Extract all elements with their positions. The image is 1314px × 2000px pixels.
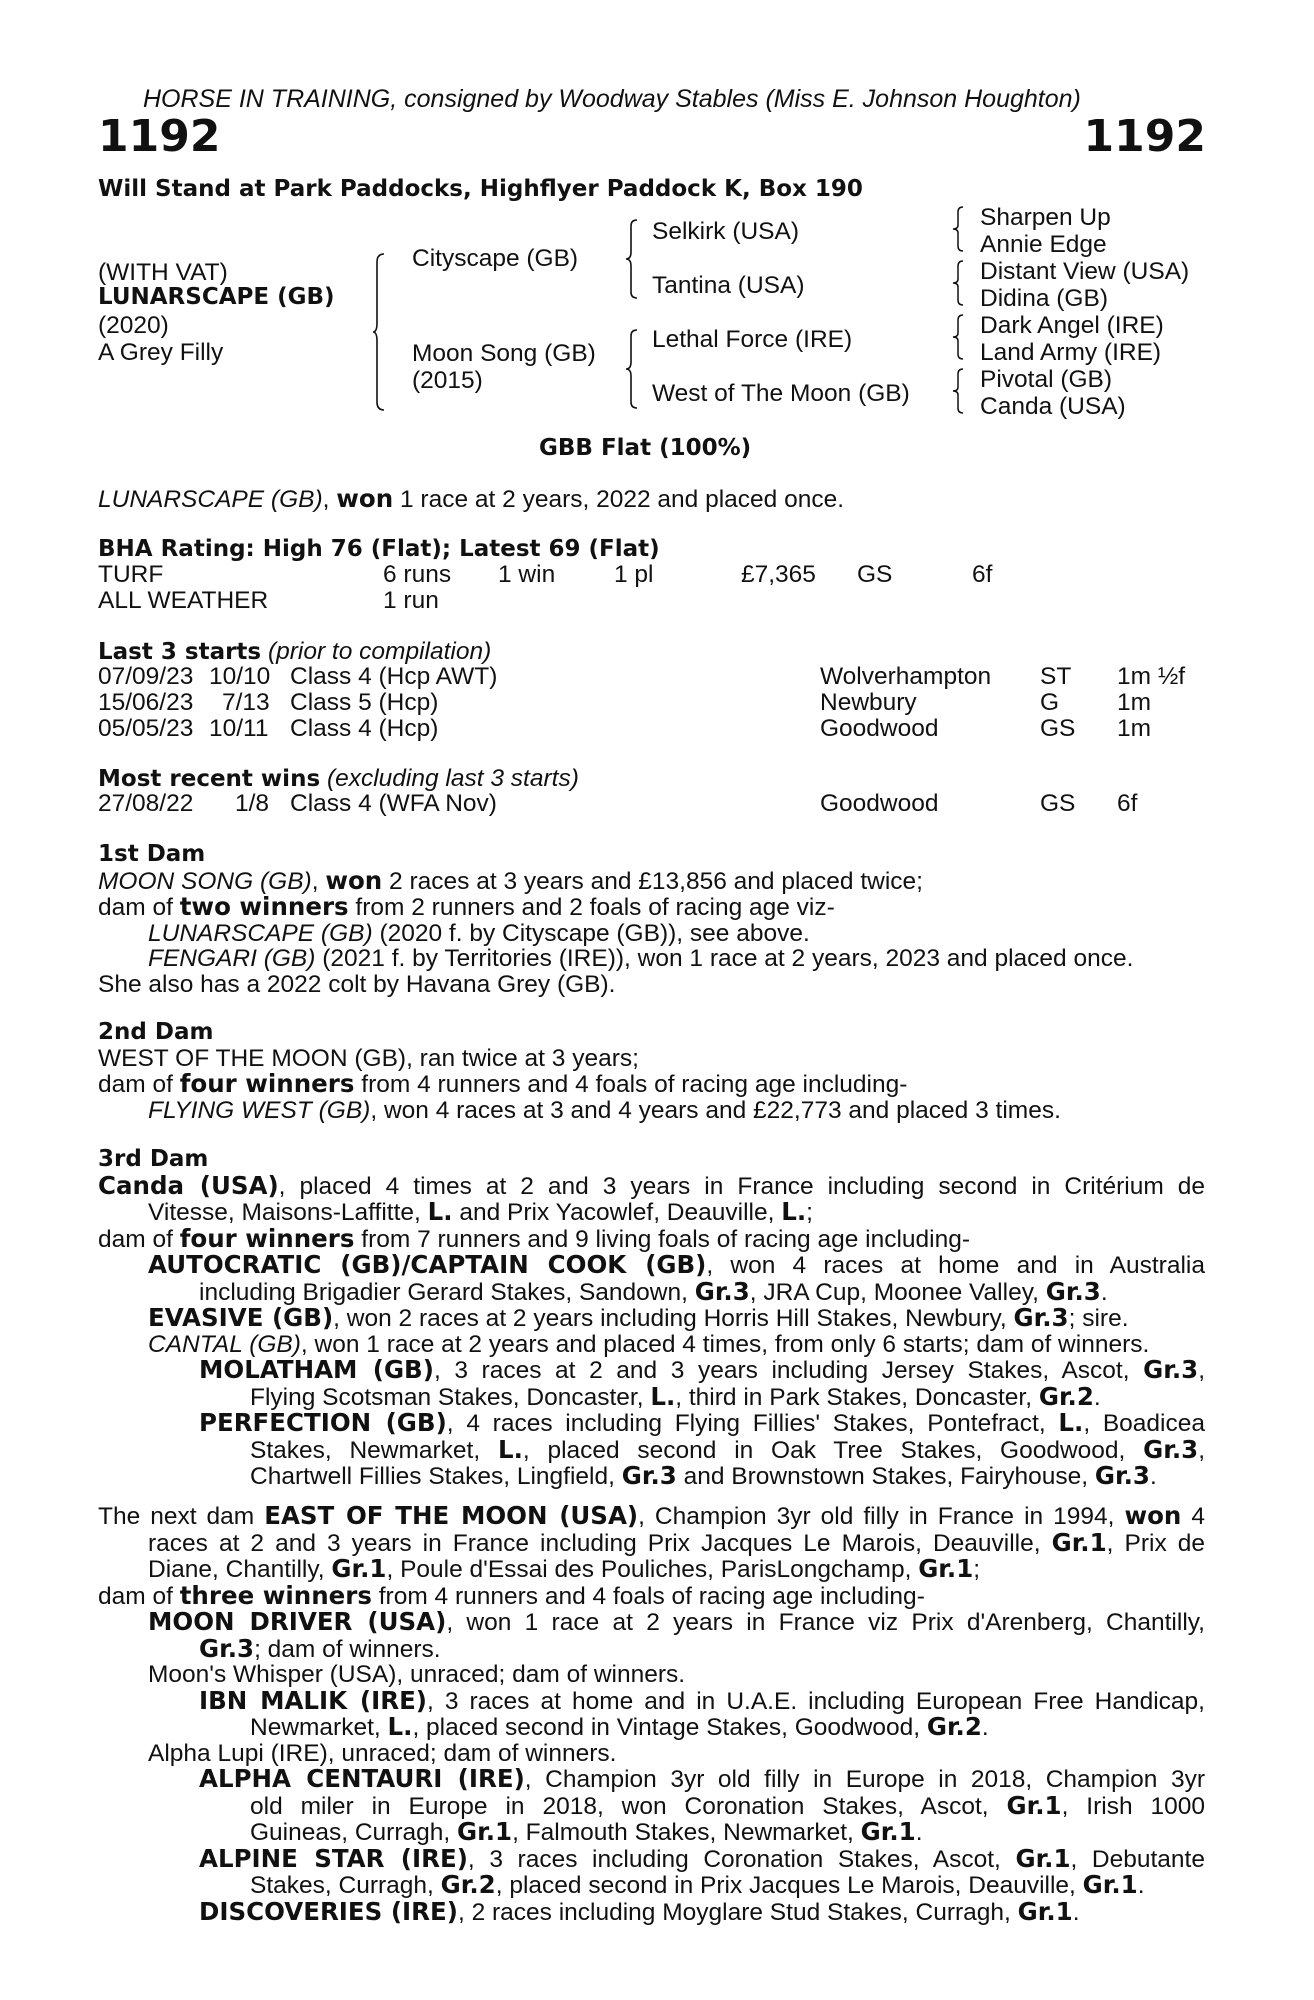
lot-number-right: 1192 bbox=[1083, 111, 1206, 162]
text: ; dam of winners. bbox=[254, 1635, 441, 1663]
text: and Brownstown Stakes, Fairyhouse, bbox=[676, 1463, 1095, 1490]
text: Vitesse, Maisons-Laffitte, bbox=[148, 1199, 428, 1226]
grade: Gr.3 bbox=[1013, 1303, 1069, 1332]
rating-placed: 1 pl bbox=[614, 561, 654, 588]
grade: Gr.1 bbox=[1006, 1790, 1062, 1820]
produce-name: AUTOCRATIC (GB)/CAPTAIN COOK (GB) bbox=[148, 1250, 707, 1279]
text: , Champion 3yr old filly in France in 1994, bbox=[638, 1503, 1125, 1530]
race-course: Newbury bbox=[820, 689, 917, 716]
text: , Champion 3yr old filly in Europe in 2018, Champion 3yr bbox=[524, 1766, 1205, 1793]
grade: L. bbox=[781, 1197, 807, 1226]
pedigree-sire: Cityscape (GB) bbox=[412, 245, 579, 272]
rating-earnings: £7,365 bbox=[741, 561, 816, 588]
grade: Gr.2 bbox=[926, 1712, 982, 1741]
grade: Gr.3 bbox=[1143, 1434, 1199, 1464]
grade: Gr.2 bbox=[440, 1870, 496, 1899]
grade: Gr.1 bbox=[457, 1817, 513, 1846]
race-date: 05/05/23 bbox=[98, 715, 194, 742]
foaling-year: (2020) bbox=[98, 312, 169, 339]
text: Chartwell Fillies Stakes, Lingfield, bbox=[250, 1463, 622, 1490]
pedigree-g3: Distant View (USA) bbox=[980, 258, 1190, 285]
text: dam of bbox=[98, 1071, 180, 1098]
horse-name: LUNARSCAPE (GB) bbox=[98, 284, 335, 310]
second-dam-line bbox=[98, 1071, 1205, 1098]
produce-line bbox=[199, 1766, 1205, 1793]
pedigree-dam-sire: Lethal Force (IRE) bbox=[652, 326, 853, 353]
text: . bbox=[1100, 1278, 1108, 1306]
rating-runs: 1 run bbox=[383, 587, 439, 614]
text: , Falmouth Stakes, Newmarket, bbox=[512, 1819, 861, 1846]
text: , Poule d'Essai des Pouliches, ParisLongchamp, bbox=[386, 1556, 919, 1583]
text: . bbox=[1093, 1383, 1101, 1411]
text: 4 bbox=[1181, 1503, 1206, 1530]
pedigree-sire-dam: Tantina (USA) bbox=[652, 272, 805, 299]
first-dam-section bbox=[98, 842, 1205, 997]
pedigree-g3: Land Army (IRE) bbox=[980, 339, 1162, 366]
grade: Gr.3 bbox=[621, 1461, 677, 1490]
text: , 3 races including Coronation Stakes, Ascot, bbox=[467, 1845, 1016, 1873]
next-dam-line bbox=[148, 1527, 1205, 1557]
winners-count: two winners bbox=[179, 892, 349, 921]
produce-name: IBN MALIK (IRE) bbox=[199, 1685, 427, 1715]
pedigree-g3: Dark Angel (IRE) bbox=[980, 312, 1164, 339]
grade: Gr.3 bbox=[1094, 1461, 1150, 1490]
vat-note: (WITH VAT) bbox=[98, 259, 228, 286]
produce-line bbox=[98, 1305, 1205, 1332]
race-distance: 1m ½f bbox=[1117, 663, 1186, 690]
text: , placed second in Vintage Stakes, Goodwood, bbox=[412, 1714, 927, 1741]
produce-name: MOLATHAM (GB) bbox=[199, 1355, 434, 1384]
race-date: 15/06/23 bbox=[98, 689, 194, 716]
text: , Irish 1000 bbox=[1061, 1792, 1205, 1820]
pedigree-g3: Pivotal (GB) bbox=[980, 366, 1113, 393]
race-class: Class 4 (WFA Nov) bbox=[290, 790, 497, 817]
text: , third in Park Stakes, Doncaster, bbox=[675, 1383, 1039, 1411]
race-course: Goodwood bbox=[820, 790, 939, 817]
produce-name: FLYING WEST (GB) bbox=[148, 1096, 371, 1124]
text: (2020 f. by Cityscape (GB)), see above. bbox=[372, 919, 810, 947]
grade: Gr.2 bbox=[1038, 1381, 1094, 1411]
produce-line bbox=[98, 1276, 1205, 1306]
pedigree-dam-dam: West of The Moon (GB) bbox=[652, 380, 910, 407]
horse-description: A Grey Filly bbox=[98, 339, 224, 366]
recent-note: (excluding last 3 starts) bbox=[326, 765, 579, 792]
text: , bbox=[1198, 1436, 1205, 1464]
grade: Gr.3 bbox=[1045, 1276, 1101, 1306]
produce-line bbox=[98, 1332, 1205, 1358]
recent-title: Most recent wins bbox=[98, 766, 321, 792]
grade: Gr.1 bbox=[1017, 1896, 1073, 1926]
won-label: won bbox=[325, 865, 383, 895]
race-distance: 1m bbox=[1117, 715, 1152, 742]
third-dam-section bbox=[98, 1147, 1205, 1490]
next-dam-line bbox=[98, 1503, 1205, 1530]
race-course: Wolverhampton bbox=[820, 663, 992, 690]
text: . bbox=[981, 1714, 989, 1741]
text: , won 4 races at 3 and 4 years and £22,773 and placed 3 times. bbox=[370, 1096, 1061, 1124]
text: . bbox=[915, 1819, 923, 1846]
text: from 4 runners and 4 foals of racing age including- bbox=[354, 1071, 908, 1098]
grade: L. bbox=[387, 1712, 413, 1741]
produce-name: MOON DRIVER (USA) bbox=[148, 1607, 447, 1636]
rating-going: GS bbox=[857, 561, 893, 588]
winners-count: four winners bbox=[179, 1069, 355, 1098]
text: ; sire. bbox=[1068, 1305, 1129, 1332]
race-going: G bbox=[1040, 689, 1060, 716]
next-dam-section bbox=[98, 1503, 1205, 1925]
produce-name: CANTAL (GB) bbox=[148, 1330, 301, 1358]
rating-distance: 6f bbox=[972, 561, 993, 588]
race-date: 07/09/23 bbox=[98, 663, 194, 690]
recent-wins-heading bbox=[98, 766, 579, 793]
race-class: Class 4 (Hcp AWT) bbox=[290, 663, 498, 690]
text: , won 4 races at home and in Australia bbox=[706, 1252, 1205, 1279]
text: Guineas, Curragh, bbox=[250, 1819, 457, 1846]
race-class: Class 4 (Hcp) bbox=[290, 715, 439, 742]
race-position: 10/11 bbox=[209, 715, 269, 742]
brace-g3-2 bbox=[952, 260, 966, 306]
pedigree-sire-sire: Selkirk (USA) bbox=[652, 218, 800, 245]
text: , won 1 race at 2 years in France viz Prix d'Arenberg, Chantilly, bbox=[446, 1609, 1205, 1636]
text: including Brigadier Gerard Stakes, Sandown, bbox=[199, 1278, 695, 1306]
pedigree-g3: Didina (GB) bbox=[980, 285, 1108, 312]
produce-name: DISCOVERIES (IRE) bbox=[199, 1896, 458, 1926]
last3-heading bbox=[98, 639, 491, 666]
third-dam-line bbox=[98, 1170, 1206, 1200]
lot-number-left: 1192 bbox=[98, 111, 221, 162]
text: The next dam bbox=[98, 1503, 265, 1530]
produce-line bbox=[199, 1685, 1205, 1715]
text: Stakes, Newmarket, bbox=[250, 1436, 498, 1464]
produce-name: EVASIVE (GB) bbox=[148, 1303, 334, 1332]
produce-line bbox=[98, 1463, 1205, 1490]
race-course: Goodwood bbox=[820, 715, 939, 742]
grade: L. bbox=[497, 1434, 523, 1464]
race-distance: 6f bbox=[1117, 790, 1138, 817]
produce-line bbox=[250, 1434, 1205, 1464]
produce-name: ALPHA CENTAURI (IRE) bbox=[199, 1764, 525, 1793]
race-summary: LUNARSCAPE (GB), won 1 race at 2 years, 2022 and placed once. bbox=[98, 484, 845, 513]
text: Stakes, Curragh, bbox=[250, 1872, 441, 1899]
produce-line bbox=[148, 1609, 1205, 1636]
race-position: 1/8 bbox=[235, 790, 270, 817]
text: . bbox=[1137, 1872, 1145, 1899]
first-dam-heading: 1st Dam bbox=[98, 841, 206, 867]
text: , Debutante bbox=[1070, 1845, 1205, 1873]
race-date: 27/08/22 bbox=[98, 790, 194, 817]
next-dam-line bbox=[98, 1580, 1205, 1610]
race-distance: 1m bbox=[1117, 689, 1152, 716]
text: , placed second in Prix Jacques Le Marois, Deauville, bbox=[495, 1872, 1083, 1899]
third-dam-heading: 3rd Dam bbox=[98, 1146, 209, 1172]
brace-sire bbox=[625, 219, 639, 299]
produce-line bbox=[98, 1381, 1205, 1411]
grade: Gr.1 bbox=[331, 1554, 387, 1583]
text: ; bbox=[806, 1199, 813, 1226]
grade: L. bbox=[1058, 1408, 1084, 1437]
produce-line bbox=[98, 946, 1205, 972]
first-dam-line bbox=[98, 865, 1205, 895]
produce-line bbox=[199, 1410, 1205, 1437]
third-dam-line bbox=[98, 1199, 1205, 1226]
race-position: 7/13 bbox=[222, 689, 270, 716]
text: 2 races at 3 years and £13,856 and placed twice; bbox=[382, 867, 923, 895]
first-dam-line: She also has a 2022 colt by Havana Grey (GB). bbox=[98, 970, 616, 998]
text: dam of bbox=[98, 1582, 180, 1610]
race-class: Class 5 (Hcp) bbox=[290, 689, 439, 716]
produce-line bbox=[98, 921, 1205, 947]
pedigree-g3: Sharpen Up bbox=[980, 204, 1111, 231]
grade: L. bbox=[427, 1197, 453, 1226]
produce-name: PERFECTION (GB) bbox=[199, 1408, 447, 1437]
grade: Gr.1 bbox=[918, 1554, 974, 1583]
text: . bbox=[1072, 1898, 1080, 1926]
text: , Boadicea bbox=[1083, 1410, 1205, 1437]
pedigree-g3: Canda (USA) bbox=[980, 393, 1126, 420]
text: , JRA Cup, Moonee Valley, bbox=[749, 1278, 1046, 1306]
grade: Gr.3 bbox=[694, 1276, 750, 1306]
grade: L. bbox=[650, 1381, 676, 1411]
summary-horse-name: LUNARSCAPE (GB) bbox=[98, 486, 323, 513]
text: , placed 4 times at 2 and 3 years in France including second in Critérium de bbox=[278, 1172, 1206, 1200]
last3-title: Last 3 starts bbox=[98, 639, 262, 665]
winners-count: three winners bbox=[179, 1580, 372, 1610]
grade: Gr.1 bbox=[860, 1817, 916, 1846]
summary-won: won bbox=[336, 484, 394, 513]
second-dam-line: WEST OF THE MOON (GB), ran twice at 3 years; bbox=[98, 1044, 639, 1072]
produce-name: ALPINE STAR (IRE) bbox=[199, 1843, 468, 1873]
text: , bbox=[1198, 1357, 1205, 1384]
text: , won 1 race at 2 years and placed 4 times, from only 6 starts; dam of winners. bbox=[300, 1330, 1150, 1358]
race-going: GS bbox=[1040, 790, 1076, 817]
rating-wins: 1 win bbox=[498, 561, 556, 588]
produce-line bbox=[98, 1714, 1205, 1741]
text: (2021 f. by Territories (IRE)), won 1 race at 2 years, 2023 and placed once. bbox=[315, 945, 1134, 972]
text: from 7 runners and 9 living foals of racing age including- bbox=[354, 1225, 971, 1253]
text: from 2 runners and 2 foals of racing age viz- bbox=[348, 894, 835, 921]
brace-gen1 bbox=[372, 253, 386, 411]
text: , 3 races at home and in U.A.E. including European Free Handicap, bbox=[427, 1687, 1205, 1715]
dam-name: Canda (USA) bbox=[98, 1170, 279, 1200]
produce-line bbox=[98, 1633, 1205, 1663]
stand-location: Will Stand at Park Paddocks, Highflyer Paddock K, Box 190 bbox=[98, 176, 863, 202]
text: , 4 races including Flying Fillies' Stakes, Pontefract, bbox=[446, 1410, 1059, 1437]
grade: Gr.1 bbox=[1082, 1870, 1138, 1899]
dam-name: MOON SONG (GB) bbox=[98, 867, 312, 895]
produce-line bbox=[199, 1357, 1205, 1384]
text: from 4 runners and 4 foals of racing age including- bbox=[371, 1582, 925, 1610]
text: , Prix de bbox=[1106, 1529, 1205, 1557]
summary-text: 1 race at 2 years, 2022 and placed once. bbox=[393, 486, 845, 513]
text: , won 2 races at 2 years including Horris Hill Stakes, Newbury, bbox=[333, 1305, 1014, 1332]
dam-name: EAST OF THE MOON (USA) bbox=[264, 1501, 639, 1530]
winners-count: four winners bbox=[179, 1223, 355, 1253]
produce-line bbox=[98, 1896, 1205, 1926]
produce-line bbox=[98, 1098, 1205, 1124]
won-label: won bbox=[1124, 1501, 1182, 1530]
last3-note: (prior to compilation) bbox=[267, 638, 492, 665]
consignment-line: HORSE IN TRAINING, consigned by Woodway Stables (Miss E. Johnson Houghton) bbox=[143, 85, 1081, 113]
brace-g3-1 bbox=[952, 206, 966, 252]
produce-line bbox=[199, 1843, 1205, 1873]
rating-surface: TURF bbox=[98, 561, 164, 588]
text: , 3 races at 2 and 3 years including Jersey Stakes, Ascot, bbox=[433, 1357, 1144, 1384]
produce-line bbox=[98, 1872, 1205, 1899]
text: . bbox=[1149, 1463, 1157, 1490]
pedigree-dam: Moon Song (GB) bbox=[412, 340, 596, 367]
text: dam of bbox=[98, 894, 180, 921]
race-going: ST bbox=[1040, 663, 1072, 690]
first-dam-line bbox=[98, 894, 1205, 921]
text: old miler in Europe in 2018, won Coronation Stakes, Ascot, bbox=[250, 1792, 1007, 1820]
text: , placed second in Oak Tree Stakes, Goodwood, bbox=[522, 1436, 1144, 1464]
grade: Gr.1 bbox=[1051, 1527, 1107, 1557]
third-dam-line bbox=[98, 1223, 1205, 1253]
second-dam-section bbox=[98, 1020, 1205, 1123]
brace-dam bbox=[625, 329, 639, 409]
separator: , bbox=[311, 867, 326, 895]
gbb-status: GBB Flat (100%) bbox=[539, 435, 752, 461]
grade: Gr.1 bbox=[1015, 1843, 1071, 1873]
text: Flying Scotsman Stakes, Doncaster, bbox=[250, 1383, 651, 1411]
produce-line: Alpha Lupi (IRE), unraced; dam of winners. bbox=[148, 1739, 617, 1767]
pedigree-dam-year: (2015) bbox=[412, 367, 483, 394]
text: Newmarket, bbox=[250, 1714, 388, 1741]
text: , 2 races including Moyglare Stud Stakes, Curragh, bbox=[457, 1898, 1018, 1926]
grade: Gr.3 bbox=[199, 1633, 255, 1663]
next-dam-line bbox=[98, 1556, 1205, 1583]
rating-surface: ALL WEATHER bbox=[98, 587, 269, 614]
text: Diane, Chantilly, bbox=[148, 1556, 332, 1583]
text: ; bbox=[973, 1556, 981, 1583]
bha-rating: BHA Rating: High 76 (Flat); Latest 69 (Flat) bbox=[98, 536, 660, 562]
rating-runs: 6 runs bbox=[383, 561, 452, 588]
second-dam-heading: 2nd Dam bbox=[98, 1019, 214, 1045]
race-position: 10/10 bbox=[209, 663, 271, 690]
produce-line bbox=[98, 1819, 1205, 1846]
produce-line bbox=[250, 1790, 1205, 1820]
produce-line: Moon's Whisper (USA), unraced; dam of winners. bbox=[148, 1661, 686, 1688]
text: and Prix Yacowlef, Deauville, bbox=[452, 1199, 782, 1226]
race-going: GS bbox=[1040, 715, 1076, 742]
brace-g3-4 bbox=[952, 368, 966, 414]
produce-name: FENGARI (GB) bbox=[148, 945, 316, 972]
brace-g3-3 bbox=[952, 314, 966, 360]
produce-line bbox=[148, 1252, 1205, 1279]
grade: Gr.3 bbox=[1143, 1355, 1199, 1384]
text: races at 2 and 3 years in France including Prix Jacques Le Marois, Deauville, bbox=[148, 1529, 1052, 1557]
pedigree-g3: Annie Edge bbox=[980, 231, 1107, 258]
text: dam of bbox=[98, 1225, 180, 1253]
produce-name: LUNARSCAPE (GB) bbox=[148, 919, 373, 947]
